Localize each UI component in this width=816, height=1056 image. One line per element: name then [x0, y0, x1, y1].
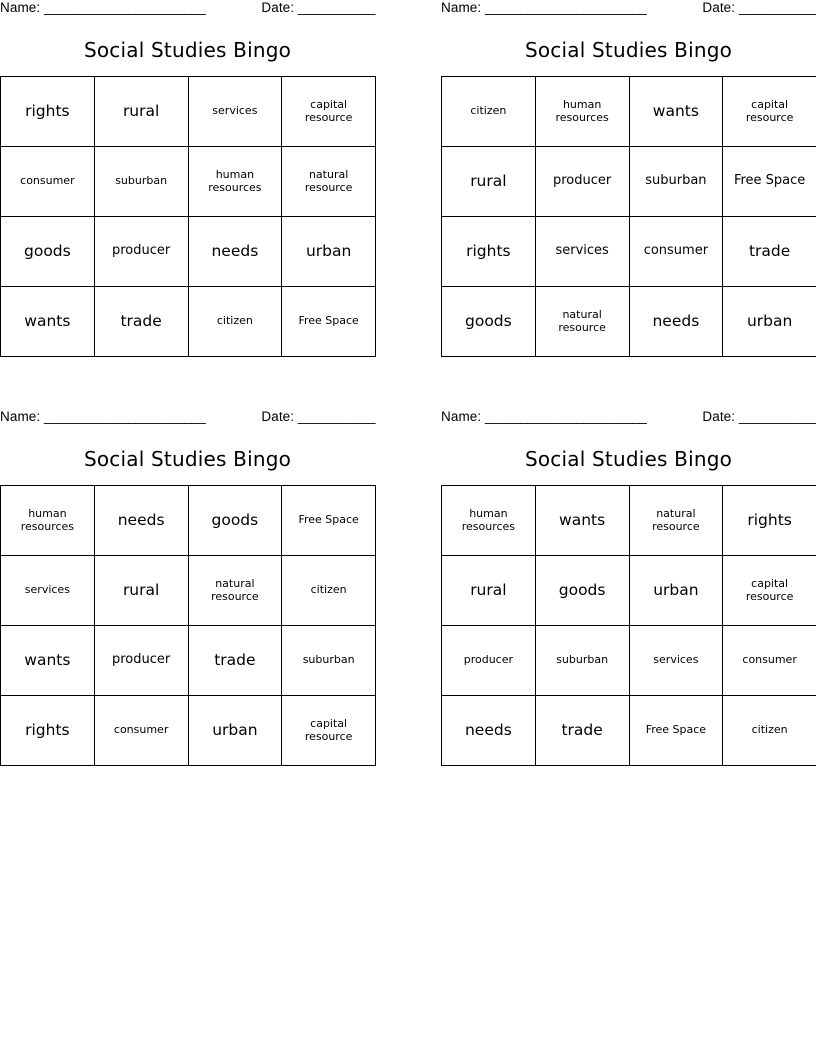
bingo-cell[interactable]: capital resource: [282, 696, 376, 766]
name-label: Name:: [441, 409, 482, 424]
name-writing-line[interactable]: _______________________: [485, 409, 647, 424]
bingo-grid: [0, 485, 376, 766]
bingo-cell[interactable]: goods: [442, 287, 536, 357]
bingo-cell[interactable]: capital resource: [282, 77, 376, 147]
bingo-cell[interactable]: human resources: [535, 77, 629, 147]
bingo-row: [1, 147, 376, 217]
bingo-cell[interactable]: suburban: [629, 147, 723, 217]
date-field[interactable]: [261, 409, 375, 424]
date-field[interactable]: [702, 0, 816, 15]
bingo-cell[interactable]: goods: [535, 556, 629, 626]
bingo-cell[interactable]: rights: [1, 696, 95, 766]
bingo-cell[interactable]: services: [535, 217, 629, 287]
date-label: Date:: [261, 0, 295, 15]
bingo-cell[interactable]: Free Space: [723, 147, 816, 217]
card-title: Social Studies Bingo: [524, 38, 733, 62]
bingo-cell[interactable]: Free Space: [629, 696, 723, 766]
date-writing-line[interactable]: ___________: [738, 409, 816, 424]
bingo-cell[interactable]: rights: [1, 77, 95, 147]
name-label: Name:: [0, 409, 41, 424]
date-field[interactable]: [261, 0, 375, 15]
bingo-cell[interactable]: trade: [94, 287, 188, 357]
bingo-cell[interactable]: producer: [94, 217, 188, 287]
bingo-cell[interactable]: needs: [94, 486, 188, 556]
bingo-cell[interactable]: consumer: [723, 626, 816, 696]
bingo-cell[interactable]: citizen: [282, 556, 376, 626]
bingo-grid: [441, 485, 816, 766]
bingo-card: [0, 0, 375, 357]
date-writing-line[interactable]: ___________: [738, 0, 816, 15]
bingo-cell[interactable]: rural: [442, 147, 536, 217]
bingo-cell[interactable]: urban: [629, 556, 723, 626]
bingo-cell[interactable]: wants: [1, 287, 95, 357]
bingo-cell[interactable]: natural resource: [629, 486, 723, 556]
bingo-row: [1, 486, 376, 556]
bingo-cell[interactable]: consumer: [1, 147, 95, 217]
bingo-grid: [441, 76, 816, 357]
date-label: Date:: [261, 409, 295, 424]
bingo-cell[interactable]: needs: [442, 696, 536, 766]
card-meta-row: [0, 0, 375, 18]
bingo-cell[interactable]: citizen: [188, 287, 282, 357]
date-writing-line[interactable]: ___________: [297, 0, 375, 15]
bingo-cell[interactable]: rural: [94, 77, 188, 147]
bingo-cell[interactable]: wants: [629, 77, 723, 147]
bingo-cell[interactable]: human resources: [442, 486, 536, 556]
bingo-cell[interactable]: citizen: [723, 696, 816, 766]
bingo-row: [1, 77, 376, 147]
date-label: Date:: [702, 0, 736, 15]
bingo-cell[interactable]: capital resource: [723, 556, 816, 626]
bingo-cell[interactable]: producer: [442, 626, 536, 696]
name-label: Name:: [441, 0, 482, 15]
name-field[interactable]: [441, 409, 646, 424]
name-label: Name:: [0, 0, 41, 15]
bingo-row: [442, 696, 816, 766]
bingo-cell[interactable]: urban: [723, 287, 816, 357]
name-field[interactable]: [441, 0, 646, 15]
bingo-cell[interactable]: consumer: [94, 696, 188, 766]
name-field[interactable]: [0, 409, 205, 424]
bingo-cell[interactable]: rights: [723, 486, 816, 556]
bingo-row: [442, 77, 816, 147]
card-title: Social Studies Bingo: [83, 38, 292, 62]
card-meta-row: [441, 409, 816, 427]
bingo-cell[interactable]: goods: [188, 486, 282, 556]
bingo-row: [442, 147, 816, 217]
bingo-row: [442, 626, 816, 696]
date-label: Date:: [702, 409, 736, 424]
bingo-cell[interactable]: services: [629, 626, 723, 696]
bingo-cell[interactable]: suburban: [535, 626, 629, 696]
bingo-cell[interactable]: services: [188, 77, 282, 147]
bingo-row: [1, 217, 376, 287]
bingo-row: [442, 486, 816, 556]
bingo-cell[interactable]: Free Space: [282, 287, 376, 357]
bingo-cell[interactable]: producer: [94, 626, 188, 696]
bingo-cell[interactable]: rural: [442, 556, 536, 626]
card-meta-row: [0, 409, 375, 427]
bingo-cell[interactable]: rural: [94, 556, 188, 626]
card-title: Social Studies Bingo: [524, 447, 733, 471]
bingo-cell[interactable]: wants: [535, 486, 629, 556]
bingo-cell[interactable]: human resources: [1, 486, 95, 556]
bingo-cell[interactable]: citizen: [442, 77, 536, 147]
bingo-row: [442, 217, 816, 287]
bingo-cell[interactable]: capital resource: [723, 77, 816, 147]
bingo-cell[interactable]: urban: [188, 696, 282, 766]
card-meta-row: [441, 0, 816, 18]
bingo-cell[interactable]: needs: [629, 287, 723, 357]
name-writing-line[interactable]: _______________________: [485, 0, 647, 15]
bingo-grid: [0, 76, 376, 357]
bingo-card: [0, 409, 375, 766]
date-field[interactable]: [702, 409, 816, 424]
name-writing-line[interactable]: _______________________: [44, 0, 206, 15]
bingo-card: [441, 409, 816, 766]
bingo-row: [1, 626, 376, 696]
bingo-row: [1, 287, 376, 357]
bingo-cell[interactable]: trade: [188, 626, 282, 696]
bingo-cell[interactable]: urban: [282, 217, 376, 287]
bingo-card: [441, 0, 816, 357]
bingo-cell[interactable]: human resources: [188, 147, 282, 217]
bingo-cell[interactable]: trade: [535, 696, 629, 766]
name-field[interactable]: [0, 0, 205, 15]
bingo-cell[interactable]: suburban: [94, 147, 188, 217]
bingo-cell[interactable]: trade: [723, 217, 816, 287]
bingo-cell[interactable]: consumer: [629, 217, 723, 287]
bingo-cell[interactable]: goods: [1, 217, 95, 287]
bingo-cell[interactable]: suburban: [282, 626, 376, 696]
bingo-row: [1, 556, 376, 626]
card-title: Social Studies Bingo: [83, 447, 292, 471]
bingo-row: [1, 696, 376, 766]
name-writing-line[interactable]: _______________________: [44, 409, 206, 424]
bingo-cell[interactable]: natural resource: [282, 147, 376, 217]
bingo-cell[interactable]: Free Space: [282, 486, 376, 556]
bingo-row: [442, 556, 816, 626]
bingo-cell[interactable]: rights: [442, 217, 536, 287]
bingo-row: [442, 287, 816, 357]
bingo-cell[interactable]: natural resource: [188, 556, 282, 626]
bingo-cell[interactable]: natural resource: [535, 287, 629, 357]
bingo-cell[interactable]: needs: [188, 217, 282, 287]
date-writing-line[interactable]: ___________: [297, 409, 375, 424]
bingo-cell[interactable]: wants: [1, 626, 95, 696]
bingo-cell[interactable]: services: [1, 556, 95, 626]
bingo-cell[interactable]: producer: [535, 147, 629, 217]
